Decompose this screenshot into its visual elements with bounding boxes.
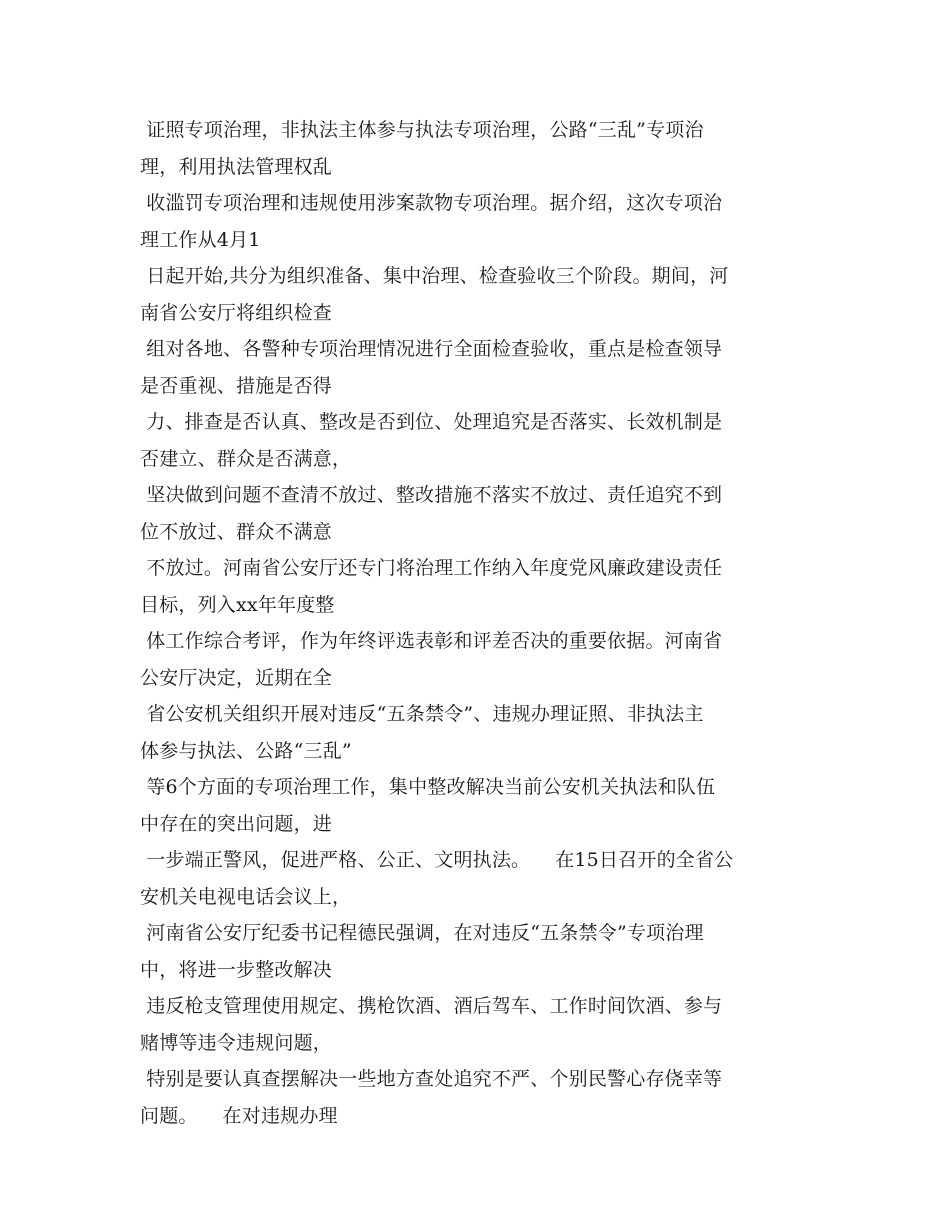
text-line: 南省公安厅将组织检查 [140,301,333,324]
text-line: 等6个方面的专项治理工作，集中整改解决当前公安机关执法和队伍 [140,776,716,798]
text-line: 安机关电视电话会议上， [140,885,352,908]
text-line: 否建立、群众是否满意， [140,447,352,470]
text-line: 目标，列入xx年年度整 [140,593,335,616]
text-line: 位不放过、群众不满意 [140,520,333,543]
text-line: 理工作从4月1 [140,228,261,251]
text-line: 组对各地、各警种专项治理情况进行全面检查验收，重点是检查领导 [140,338,723,360]
text-line: 中存在的突出问题，进 [140,812,333,835]
text-line: 省公安机关组织开展对违反“五条禁令”、违规办理证照、非执法主 [140,703,704,725]
text-line: 力、排查是否认真、整改是否到位、处理追究是否落实、长效机制是 [140,411,723,433]
text-line: 日起开始,共分为组织准备、集中治理、检查验收三个阶段。期间，河 [140,265,729,287]
text-line: 不放过。河南省公安厅还专门将治理工作纳入年度党风廉政建设责任 [140,557,723,579]
text-line: 坚决做到问题不查清不放过、整改措施不落实不放过、责任追究不到 [140,484,723,506]
text-line: 体参与执法、公路“三乱” [140,739,352,762]
body-text [140,112,815,1134]
text-line: 体工作综合考评，作为年终评选表彰和评差否决的重要依据。河南省 [140,630,723,652]
text-line: 中，将进一步整改解决 [140,958,333,981]
text-line: 问题。 在对违规办理 [140,1104,338,1127]
text-line: 河南省公安厅纪委书记程德民强调，在对违反“五条禁令”专项治理 [140,922,704,944]
text-line: 收滥罚专项治理和违规使用涉案款物专项治理。据介绍，这次专项治 [140,192,723,214]
text-line: 公安厅决定，近期在全 [140,666,333,689]
text-line: 证照专项治理，非执法主体参与执法专项治理，公路“三乱”专项治 [140,119,704,141]
text-line: 理，利用执法管理权乱 [140,155,333,178]
text-line: 特别是要认真查摆解决一些地方查处追究不严、个别民警心存侥幸等 [140,1068,723,1090]
text-line: 赌博等违令违规问题， [140,1031,333,1054]
text-line: 一步端正警风，促进严格、公正、文明执法。 在15日召开的全省公 [140,849,734,871]
text-line: 违反枪支管理使用规定、携枪饮酒、酒后驾车、工作时间饮酒、参与 [140,995,723,1017]
text-line: 是否重视、措施是否得 [140,374,333,397]
